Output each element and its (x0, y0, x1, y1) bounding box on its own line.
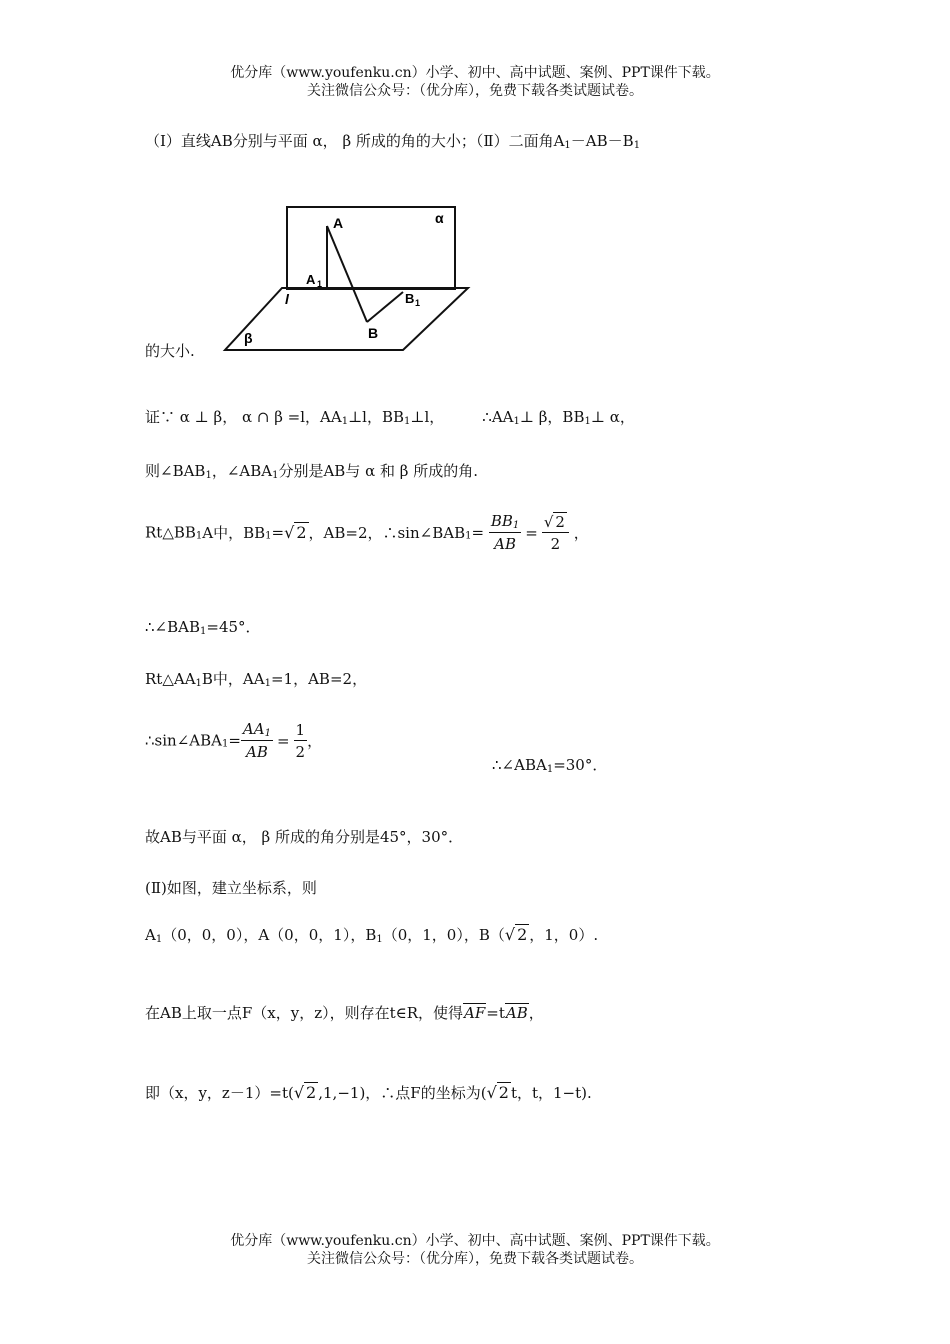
footer-line-1: 优分库（www.youfenku.cn）小学、初中、高中试题、案例、PPT课件下载。 (230, 1233, 720, 1249)
solution-line-9: $A_1(0$，0，0），A（0，0，1），$B_1(0$，1，0），B（√ 2 ，1，0）. (145, 925, 599, 945)
solution-line-6-result: $\therefore\angle ABA_1=30^\circ$． (492, 756, 608, 775)
svg-text:1: 1 (317, 279, 323, 289)
header-line-1: 优分库（www.youfenku.cn）小学、初中、高中试题、案例、PPT课件下载。 (230, 65, 720, 81)
label-beta: β (244, 330, 253, 346)
sqrt-2: √ 2 (284, 523, 307, 542)
solution-line-8: (Ⅱ)如图，建立坐标系，则 (145, 879, 317, 897)
solution-line-10: 在AB上取一点F（x，y，z），则存在t∈R，使得AF=tAB， (145, 1004, 544, 1022)
solution-line-6: $\therefore\sin\angle ABA_1=$ $\frac{AA_1}{AB}$ = $\frac{1}{2}$ ， (145, 720, 323, 761)
solution-line-11: 即（x，y，z－1）=t(√ 2 ,1,−1)，∴点F的坐标为(√ 2 t，t，1−t). (145, 1083, 592, 1102)
label-alpha: α (435, 210, 444, 226)
fraction-sqrt2-2: $\frac{√ 2}{2}$ (542, 513, 569, 553)
footer-line-2: 关注微信公众号：（优分库），免费下载各类试题试卷。 (307, 1251, 643, 1267)
label-l: l (285, 291, 289, 307)
fraction-bb1-ab: $\frac{BB_1}{AB}$ (490, 512, 520, 553)
label-A1: A (306, 272, 316, 287)
page-header (0, 64, 950, 100)
label-A: A (333, 215, 344, 231)
fraction-aa1-ab: $\frac{AA_1}{AB}$ (242, 720, 271, 761)
solution-line-2: 则$\angle BAB_1$，$\angle ABA_1$分别是AB与 α 和 β 所成的角. (145, 462, 478, 481)
vector-af: AF (464, 1004, 486, 1022)
header-line-2: 关注微信公众号：（优分库），免费下载各类试题试卷。 (307, 83, 643, 99)
label-B: B (368, 325, 379, 341)
solution-line-5: $Rt\triangle AA_1B$中，$AA_1=1$，AB=2， (145, 670, 368, 689)
vector-ab: AB (505, 1004, 528, 1022)
solution-line-3: $Rt\triangle BB_1A$中，$BB_1=√$ 2 ，AB=2，$\therefore\sin\angle BAB_1=$ $\frac{BB_1}{AB}$ = $\frac{√ 2}{2}$ ， (145, 512, 589, 553)
solution-line-1: 证∵ α ⊥ β， α ∩ β =l，$AA_1\perp l$，$BB_1\perp l$， $\therefore AA_1\perp$ β，$BB_1\perp$ α， (145, 408, 635, 427)
svg-text:1: 1 (415, 298, 421, 308)
solution-line-4: $\therefore\angle BAB_1=45^\circ$． (145, 618, 261, 637)
label-B1: B (405, 291, 415, 306)
solution-line-7: 故AB与平面 α， β 所成的角分别是45°，30°． (145, 828, 464, 846)
fraction-1-2: $\frac{1}{2}$ (295, 720, 306, 761)
question-end: 的大小. (145, 342, 195, 360)
geometry-figure (220, 200, 480, 360)
question-line: （Ⅰ）直线AB分别与平面 α， β 所成的角的大小；（Ⅱ）二面角$A_1-AB-B_1$ (145, 132, 641, 151)
plane-beta (225, 288, 468, 350)
page-footer (0, 1232, 950, 1268)
